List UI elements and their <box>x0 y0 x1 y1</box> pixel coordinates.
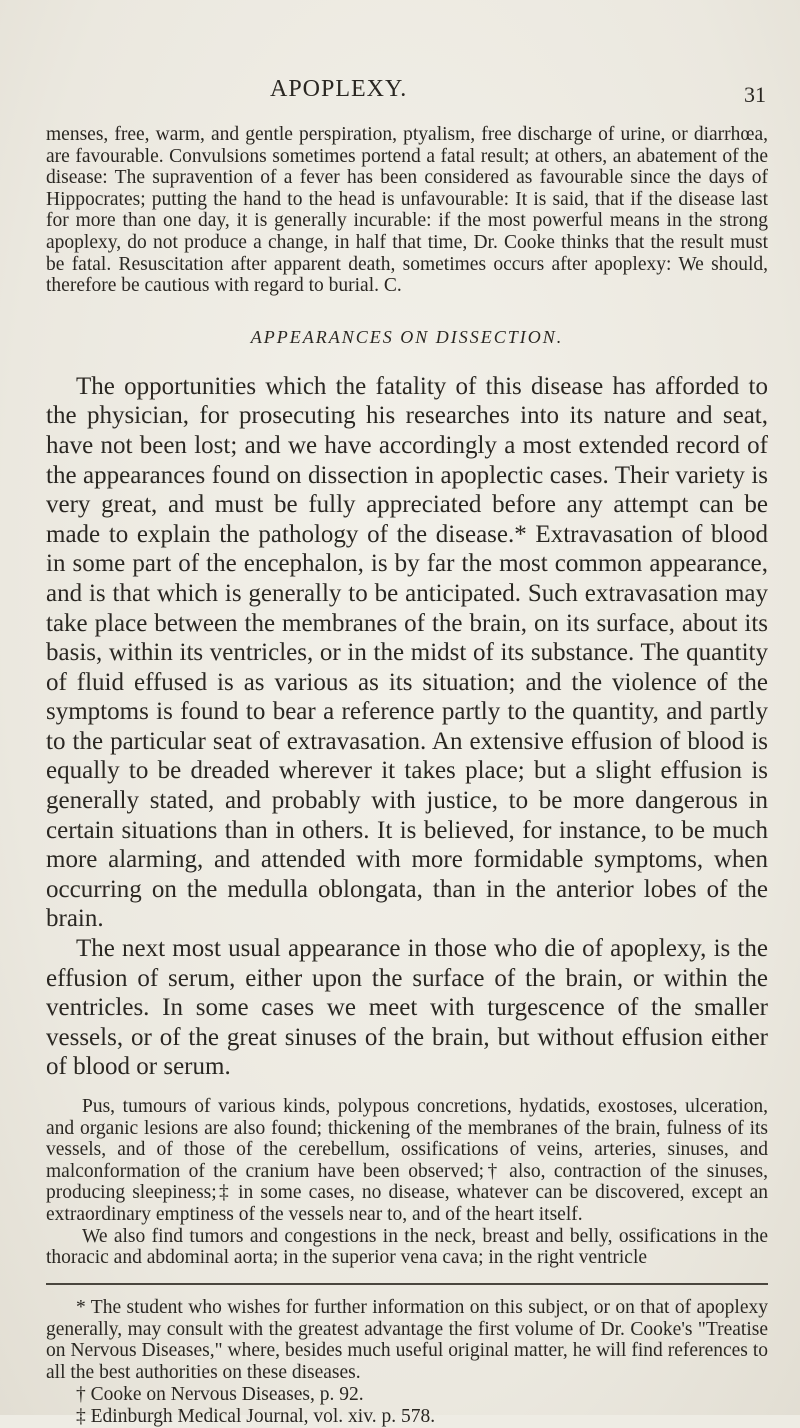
footnote-3: ‡ Edinburgh Medical Journal, vol. xiv. p. 578. <box>76 1405 436 1427</box>
footnote-divider <box>46 1283 768 1285</box>
page-body <box>46 124 768 1428</box>
paragraph-serum: The next most usual appearance in those who die of apoplexy, is the effusion of serum, either upon the surface of the brain, or within the ventricles. In some cases we meet with turgescence of the smaller vessels, or of the great sinuses of the brain, but without effusion either of blood or serum. <box>46 935 768 1081</box>
paragraph-tumors: We also find tumors and congestions in the neck, breast and belly, ossifications in the thoracic and abdominal aorta; in the superior vena cava; in the right ventricle <box>46 1225 768 1269</box>
page-header <box>0 76 800 110</box>
paragraph-dissection: The opportunities which the fatality of this disease has afforded to the physician, for prosecuting his researches into its nature and seat, have not been lost; and we have accordingly a most extended record of the appearances found on dissection in apoplectic cases. Their variety is very great, and must be fully appreciated before any attempt can be made to explain the pathology of the disease.* Extravasation of blood in some part of the encephalon, is by far the most common appearance, and is that which is generally to be anticipated. Such extravasation may take place between the membranes of the brain, on its surface, about its basis, within its ventricles, or in the midst of its substance. The quantity of fluid effused is as various as its situation; and the violence of the symptoms is found to bear a reference partly to the quantity, and partly to the particular seat of extravasation. An extensive effusion of blood is equally to be dreaded wherever it takes place; but a slight effusion is generally stated, and probably with justice, to be more dangerous in certain situations than in others. It is believed, for instance, to be much more alarming, and attended with more formidable symptoms, when occurring on the medulla oblongata, than in the anterior lobes of the brain. <box>46 372 768 933</box>
page-number: 31 <box>744 82 766 107</box>
paragraph-prognosis: menses, free, warm, and gentle perspiration, ptyalism, free discharge of urine, or diarrhœa, are favourable. Convulsions sometimes portend a fatal result; at others, an abatement of the disease: The supravention of a fever has been considered as favourable since the days of Hippocrates; putting the hand to the head is unfavourable: It is said, that if the disease last for more than one day, it is generally incurable: if the most powerful means in the strong apoplexy, do not produce a change, in half that time, Dr. Cooke thinks that the result must be fatal. Resuscitation after apparent death, sometimes occurs after apoplexy: We should, therefore be cautious with regard to burial. C. <box>46 124 768 297</box>
footnote-2: † Cooke on Nervous Diseases, p. 92. <box>76 1383 364 1405</box>
footnote-1: * The student who wishes for further information on this subject, or on that of apoplexy generally, may consult with the greatest advantage the first volume of Dr. Cooke's "Treatise on Nervous Diseases," where, besides much useful original matter, he will find references to all the best authorities on these diseases. <box>46 1296 768 1384</box>
section-heading: APPEARANCES ON DISSECTION. <box>250 326 564 347</box>
running-head: APOPLEXY. <box>270 76 408 102</box>
paragraph-lesions: Pus, tumours of various kinds, polypous concretions, hydatids, exostoses, ulceration, and organic lesions are also found; thickening of the membranes of the brain, fulness of its vessels, and of those of the cerebellum, ossifications of veins, arteries, sinuses, and malconformation of the cranium have been observed;† also, contraction of the sinuses, producing sleepiness;‡ in some cases, no disease, whatever can be discovered, except an extraordinary emptiness of the vessels near to, and of the heart itself. <box>46 1096 768 1225</box>
